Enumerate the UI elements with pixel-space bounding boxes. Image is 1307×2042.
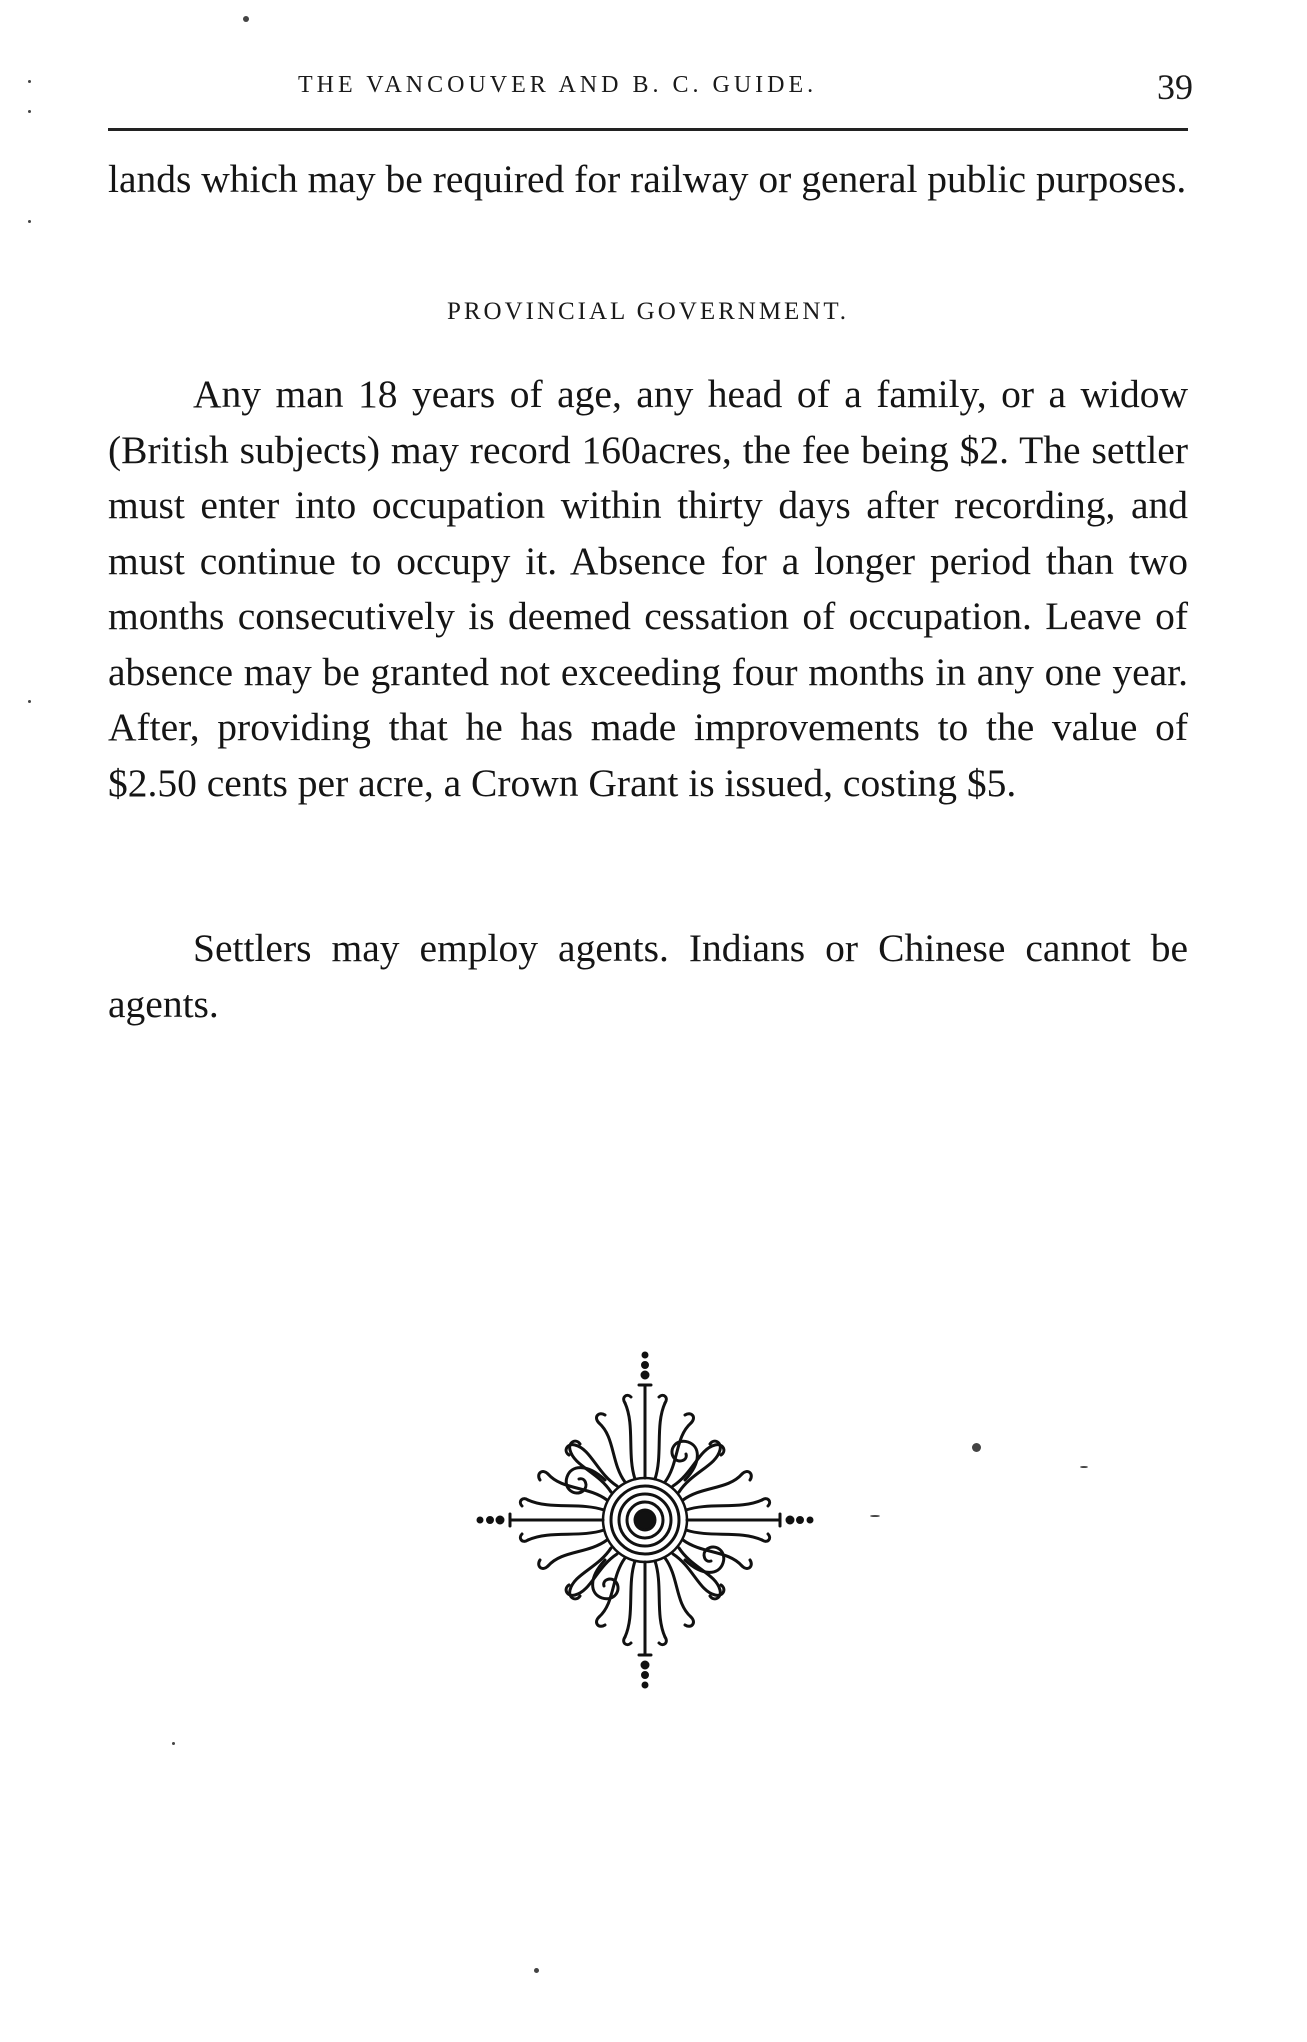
continuation-paragraph: lands which may be required for railway or general public purposes. bbox=[108, 157, 1187, 201]
print-speck bbox=[28, 80, 31, 83]
print-speck bbox=[28, 700, 31, 703]
print-speck bbox=[534, 1968, 539, 1973]
print-speck bbox=[28, 220, 31, 223]
body-paragraph-2: Settlers may employ agents. Indians or Chinese cannot be agents. bbox=[108, 926, 1188, 1026]
print-speck bbox=[28, 110, 31, 113]
print-speck bbox=[1080, 1466, 1088, 1468]
body-paragraph-1: Any man 18 years of age, any head of a family, or a widow (British subjects) may record 160acres, the fee being $2. The settler must enter into occupation within thirty days after recording, and must continue to occupy it. Absence for a longer period than two months consecutively is deemed cessation of occupation. Leave of absence may be granted not exceeding four months in any one year. After, providing that he has made improvements to the value of $2.50 cents per acre, a Crown Grant is issued, costing $5. bbox=[108, 372, 1188, 805]
running-head-title: THE VANCOUVER AND B. C. GUIDE. bbox=[298, 72, 818, 98]
print-speck bbox=[870, 1515, 880, 1517]
floral-tailpiece-ornament-icon bbox=[475, 1345, 815, 1695]
running-head bbox=[108, 66, 1193, 116]
print-speck bbox=[243, 16, 249, 22]
page-number: 39 bbox=[1157, 67, 1193, 107]
print-speck bbox=[172, 1742, 175, 1745]
section-heading: PROVINCIAL GOVERNMENT. bbox=[446, 298, 850, 325]
header-rule bbox=[108, 128, 1188, 131]
print-speck bbox=[972, 1443, 981, 1452]
